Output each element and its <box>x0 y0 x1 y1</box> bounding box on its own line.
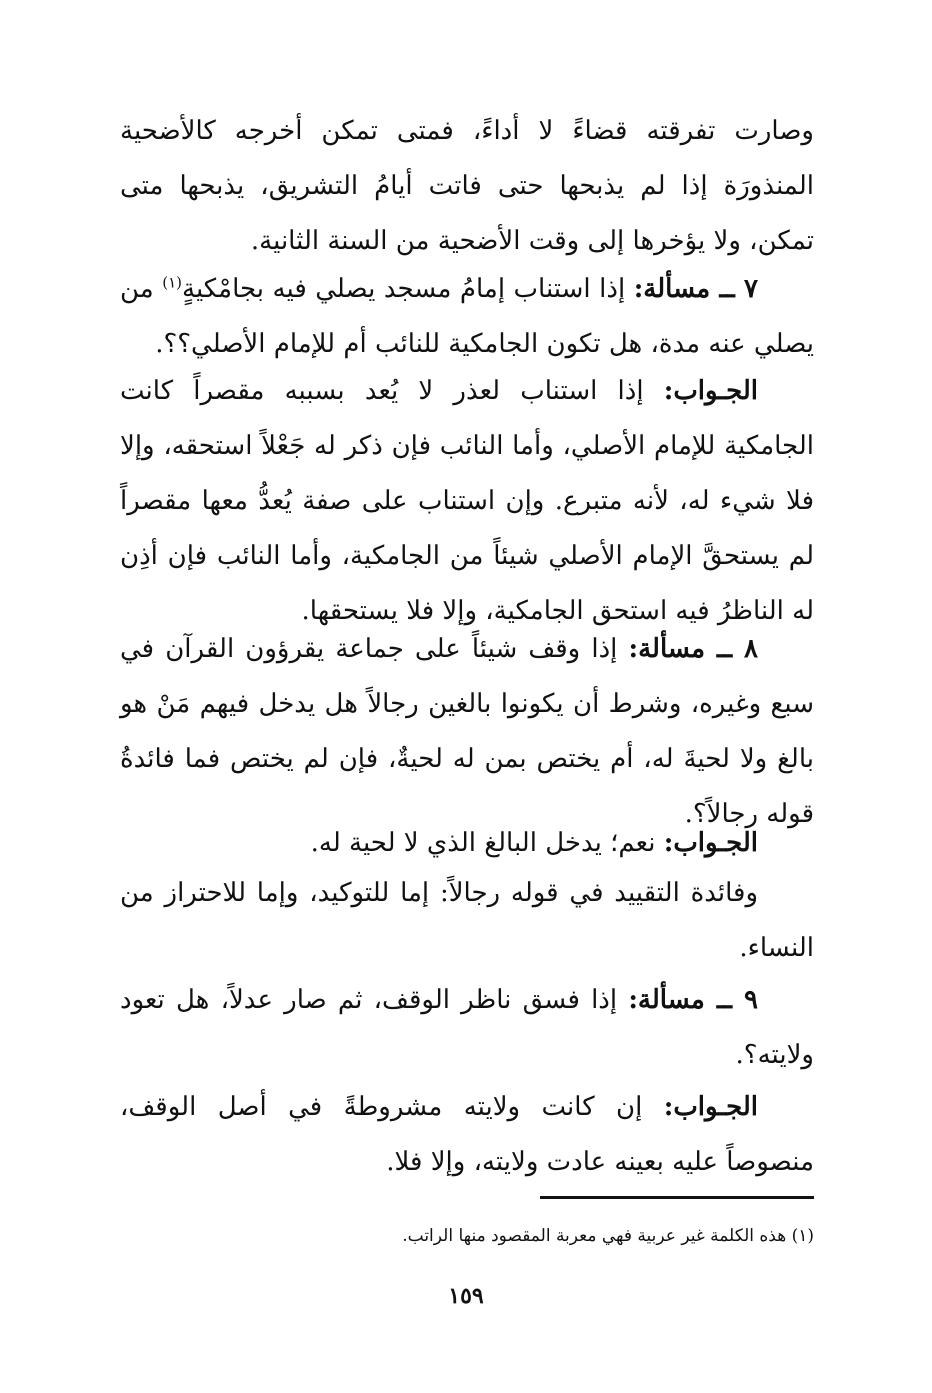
footnote-reference: (١) <box>162 273 183 292</box>
page-number: ١٥٩ <box>448 1283 484 1309</box>
question-8 <box>120 622 814 842</box>
answer-text: نعم؛ يدخل البالغ الذي لا لحية له. <box>310 828 664 858</box>
question-heading: ٧ ــ مسألة: <box>633 274 758 304</box>
answer-heading: الجـواب: <box>663 376 758 406</box>
question-paragraph <box>120 262 814 372</box>
question-heading: ٨ ــ مسألة: <box>628 634 759 664</box>
answer-heading: الجـواب: <box>663 828 758 858</box>
paragraph-text: وفائدة التقييد في قوله رجالاً: إما للتوكيد، وإما للاحتراز من النساء. <box>120 878 814 963</box>
answer-8-note <box>120 866 814 976</box>
question-text: إذا استناب إمامُ مسجد يصلي فيه بجامْكيةٍ <box>182 274 634 304</box>
answer-text: إن كانت ولايته مشروطةً في أصل الوقف، منصوصاً عليه بعينه عادت ولايته، وإلا فلا. <box>120 1092 814 1177</box>
question-text-continued: من يصلي عنه مدة، هل تكون الجامكية للنائب أم للإمام الأصلي؟؟. <box>120 274 814 359</box>
question-text: إذا وقف شيئاً على جماعة يقرؤون القرآن في سبع وغيره، وشرط أن يكونوا بالغين رجالاً هل يدخل فيهم مَنْ هو بالغ ولا لحيةَ له، أم يختص بمن له لحيةٌ، فإن لم يختص فما فائدةُ قوله رجالاً؟. <box>120 634 815 829</box>
answer-paragraph <box>120 816 814 871</box>
answer-text: إذا استناب لعذر لا يُعد بسببه مقصراً كانت الجامكية للإمام الأصلي، وأما النائب فإن ذكر له جَعْلاً استحقه، وإلا فلا شيء له، لأنه متبرع. وإن استناب على صفة يُعدُّ معها مقصراً لم يستحقَّ الإمام الأصلي شيئاً من الجامكية، وأما النائب فإن أذِن له الناظرُ فيه استحق الجامكية، وإلا فلا يستحقها. <box>120 376 814 626</box>
question-9 <box>120 973 814 1083</box>
answer-heading: الجـواب: <box>663 1092 758 1122</box>
question-text: إذا فسق ناظر الوقف، ثم صار عدلاً، هل تعود ولايته؟. <box>120 985 814 1070</box>
question-paragraph <box>120 622 814 842</box>
answer-8 <box>120 816 814 871</box>
question-heading: ٩ ــ مسألة: <box>628 985 759 1015</box>
answer-paragraph <box>120 364 814 639</box>
question-paragraph <box>120 973 814 1083</box>
question-7 <box>120 262 814 372</box>
answer-paragraph <box>120 1080 814 1190</box>
answer-7 <box>120 364 814 639</box>
continuation-paragraph <box>120 104 814 269</box>
footnote: (١) هذه الكلمة غير عربية فهي معربة المقصود منها الراتب. <box>402 1226 814 1246</box>
footnote-divider <box>540 1196 814 1199</box>
answer-9 <box>120 1080 814 1190</box>
paragraph-text: وصارت تفرقته قضاءً لا أداءً، فمتى تمكن أخرجه كالأضحية المنذورَة إذا لم يذبحها حتى فاتت أيامُ التشريق، يذبحها متى تمكن، ولا يؤخرها إلى وقت الأضحية من السنة الثانية. <box>120 116 814 256</box>
